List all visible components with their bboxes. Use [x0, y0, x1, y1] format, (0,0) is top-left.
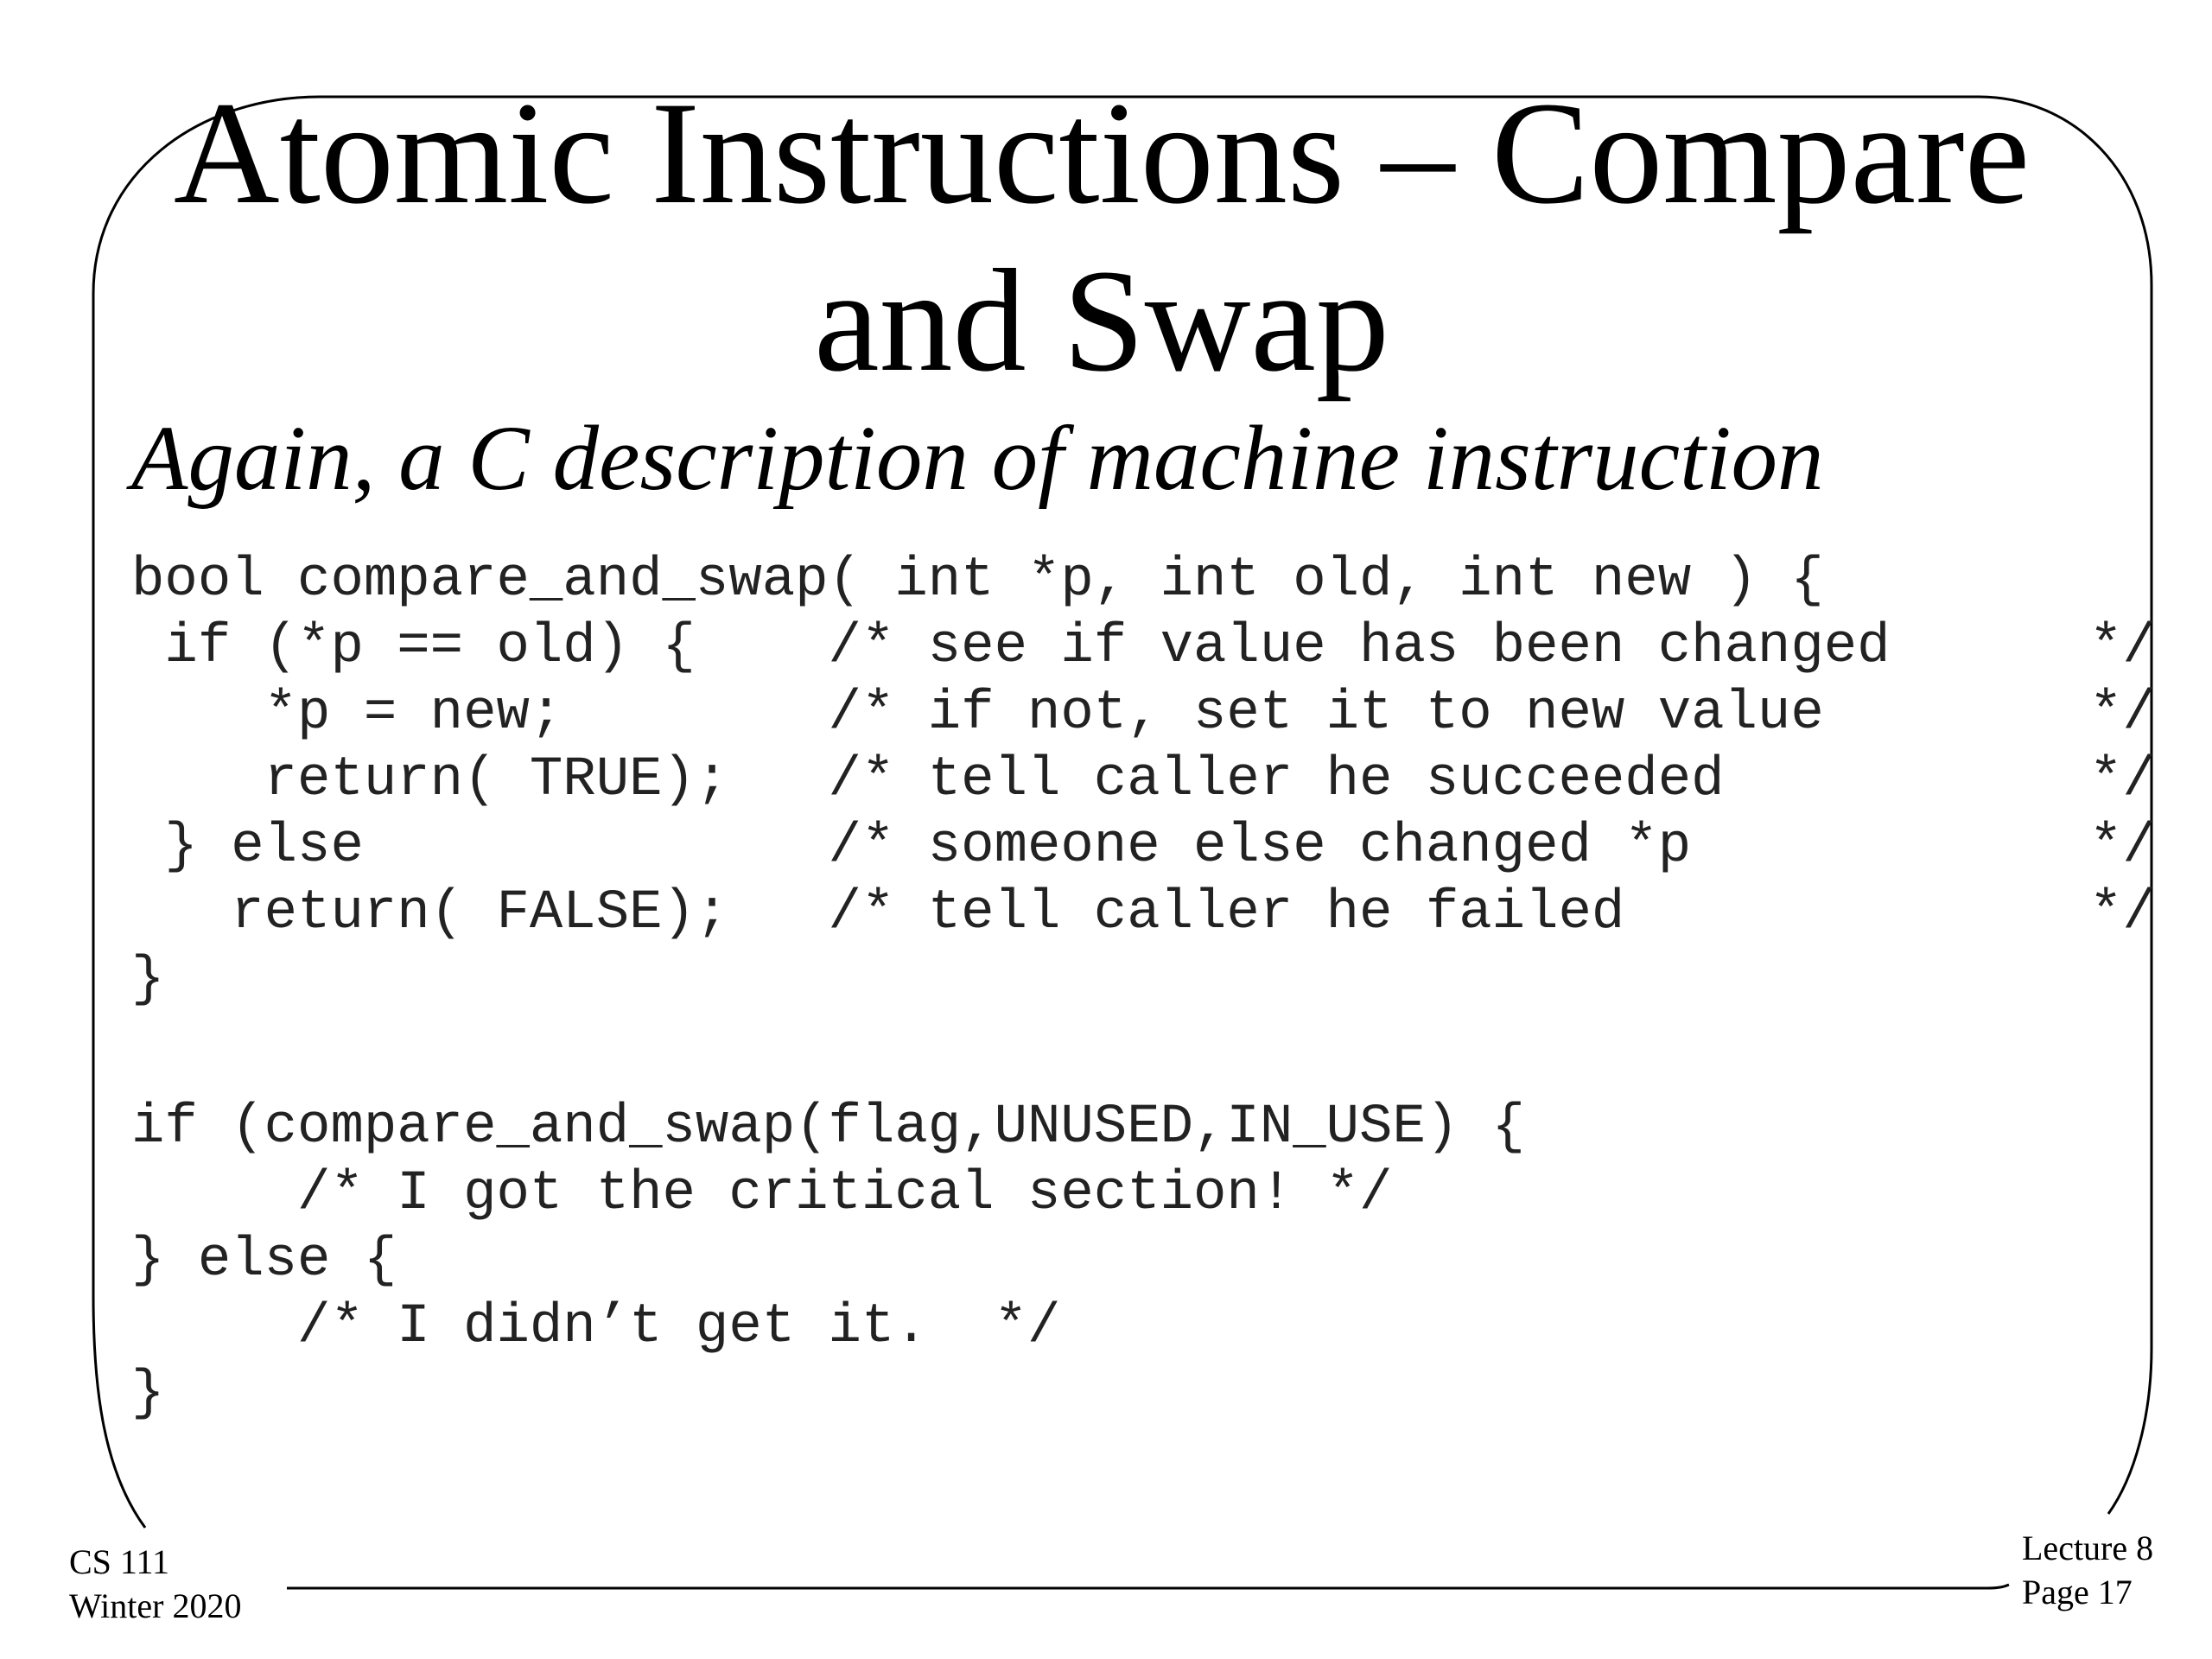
slide-title-line-1: Atomic Instructions – Compare: [173, 72, 2031, 234]
slide-subtitle: Again, a C description of machine instruction: [131, 408, 1824, 510]
code-line: *p = new; /* if not, set it to new value */: [131, 683, 2156, 745]
slide-title-line-2: and Swap: [814, 239, 1389, 402]
code-line: } else /* someone else changed *p */: [131, 816, 2156, 878]
footer-course-info: [69, 1540, 241, 1628]
code-line: }: [131, 1363, 165, 1425]
code-line: } else {: [131, 1230, 397, 1292]
code-line: if (compare_and_swap(flag,UNUSED,IN_USE) {: [131, 1096, 1526, 1159]
footer-course: CS 111: [69, 1542, 169, 1581]
code-line: }: [131, 949, 165, 1011]
code-line: return( TRUE); /* tell caller he succeeded */: [131, 749, 2156, 811]
footer-lecture-info: [2022, 1526, 2153, 1614]
code-line: /* I got the critical section! */: [131, 1163, 1393, 1225]
footer-lecture: Lecture 8: [2022, 1529, 2154, 1567]
code-line: bool compare_and_swap( int *p, int old, int new ) {: [131, 550, 1824, 612]
footer-term: Winter 2020: [69, 1586, 242, 1626]
code-line: /* I didn’t get it. */: [131, 1296, 1061, 1358]
footer-page: Page 17: [2022, 1573, 2133, 1612]
code-line: if (*p == old) { /* see if value has been changed */: [131, 616, 2156, 678]
footer-rule: [287, 1585, 2009, 1588]
code-line: return( FALSE); /* tell caller he failed */: [131, 882, 2156, 944]
